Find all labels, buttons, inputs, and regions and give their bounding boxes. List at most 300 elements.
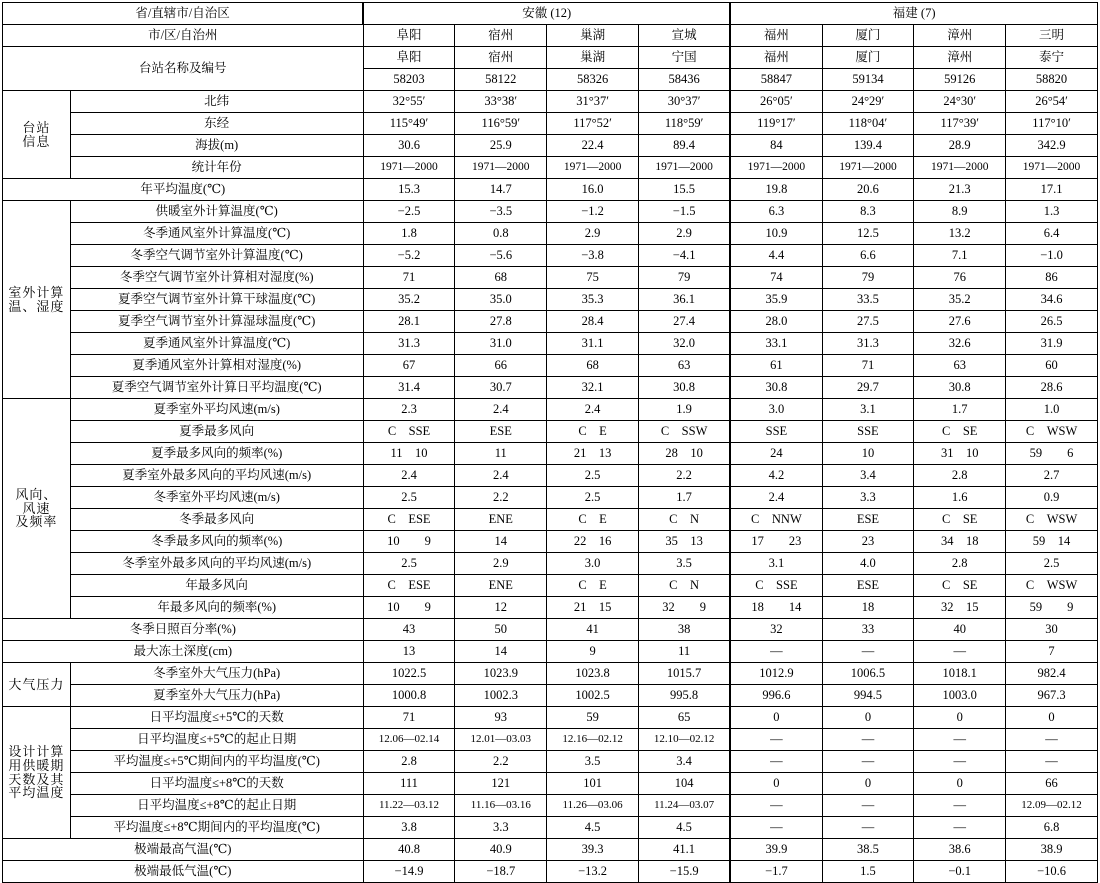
data-cell: 31.4	[363, 377, 455, 399]
station-code: 58203	[363, 69, 455, 91]
data-cell: 3.5	[638, 553, 730, 575]
data-cell: 14	[455, 641, 547, 663]
table-row	[3, 289, 1098, 311]
data-cell: C WSW	[1006, 421, 1098, 443]
data-cell: SSE	[730, 421, 822, 443]
data-cell: 28 10	[638, 443, 730, 465]
data-cell: 2.2	[455, 751, 547, 773]
table-row	[3, 311, 1098, 333]
data-cell: 10 9	[363, 597, 455, 619]
data-cell: 28.9	[914, 135, 1006, 157]
table-row	[3, 861, 1098, 883]
data-cell: 21 13	[547, 443, 639, 465]
data-cell: 30.7	[455, 377, 547, 399]
table-row	[3, 135, 1098, 157]
data-cell: 63	[914, 355, 1006, 377]
table-row	[3, 245, 1098, 267]
data-cell: 117°52′	[547, 113, 639, 135]
data-cell: —	[1006, 729, 1098, 751]
data-cell: 60	[1006, 355, 1098, 377]
header-row-city-label: 市/区/自治州	[3, 25, 364, 47]
data-cell: 50	[455, 619, 547, 641]
table-row	[3, 201, 1098, 223]
data-cell: 2.4	[455, 399, 547, 421]
data-cell: SSE	[822, 421, 914, 443]
data-cell: 3.3	[822, 487, 914, 509]
data-cell: 93	[455, 707, 547, 729]
data-cell: 65	[638, 707, 730, 729]
data-cell: 38	[638, 619, 730, 641]
data-cell: 76	[914, 267, 1006, 289]
data-cell: ENE	[455, 509, 547, 531]
data-cell: 9	[547, 641, 639, 663]
data-cell: —	[822, 751, 914, 773]
data-cell: 1015.7	[638, 663, 730, 685]
data-cell: 11.16—03.16	[455, 795, 547, 817]
row-label: 夏季通风室外计算温度(℃)	[70, 333, 363, 355]
table-row	[3, 487, 1098, 509]
data-cell: 342.9	[1006, 135, 1098, 157]
data-cell: 12.09—02.12	[1006, 795, 1098, 817]
data-cell: 39.3	[547, 839, 639, 861]
province-name: 福建 (7)	[730, 3, 1097, 25]
data-cell: 2.8	[914, 553, 1006, 575]
data-cell: −15.9	[638, 861, 730, 883]
row-label: 冬季空气调节室外计算相对湿度(%)	[70, 267, 363, 289]
table-row	[3, 663, 1098, 685]
data-cell: 994.5	[822, 685, 914, 707]
data-cell: 23	[822, 531, 914, 553]
data-cell: C E	[547, 509, 639, 531]
data-cell: 0	[822, 773, 914, 795]
station-code: 58436	[638, 69, 730, 91]
data-cell: 3.5	[547, 751, 639, 773]
data-cell: 101	[547, 773, 639, 795]
table-row	[3, 421, 1098, 443]
row-label: 日平均温度≤+8℃的起止日期	[70, 795, 363, 817]
header-row-city	[3, 25, 1098, 47]
data-cell: 21.3	[914, 179, 1006, 201]
table-row	[3, 751, 1098, 773]
data-cell: 3.4	[638, 751, 730, 773]
row-label: 极端最高气温(℃)	[3, 839, 364, 861]
station-code: 58326	[547, 69, 639, 91]
data-cell: −18.7	[455, 861, 547, 883]
table-row	[3, 553, 1098, 575]
data-cell: 10.9	[730, 223, 822, 245]
data-cell: 59 6	[1006, 443, 1098, 465]
data-cell: 1002.3	[455, 685, 547, 707]
station-name: 福州	[730, 47, 822, 69]
row-label: 冬季室外大气压力(hPa)	[70, 663, 363, 685]
station-name: 巢湖	[547, 47, 639, 69]
row-label: 夏季最多风向的频率(%)	[70, 443, 363, 465]
data-cell: 32.0	[638, 333, 730, 355]
data-cell: 111	[363, 773, 455, 795]
data-cell: C E	[547, 575, 639, 597]
station-code: 58847	[730, 69, 822, 91]
data-cell: 12.06—02.14	[363, 729, 455, 751]
row-label: 冬季空气调节室外计算温度(℃)	[70, 245, 363, 267]
data-cell: 31.0	[455, 333, 547, 355]
data-cell: —	[822, 729, 914, 751]
data-cell: 10 9	[363, 531, 455, 553]
data-cell: 1971—2000	[1006, 157, 1098, 179]
data-cell: 6.4	[1006, 223, 1098, 245]
data-cell: 982.4	[1006, 663, 1098, 685]
table-row	[3, 91, 1098, 113]
data-cell: 59 14	[1006, 531, 1098, 553]
data-cell: 3.1	[730, 553, 822, 575]
data-cell: —	[914, 729, 1006, 751]
data-cell: 1022.5	[363, 663, 455, 685]
data-cell: 40.9	[455, 839, 547, 861]
data-cell: C NNW	[730, 509, 822, 531]
data-cell: 13	[363, 641, 455, 663]
data-cell: 15.5	[638, 179, 730, 201]
data-cell: C ESE	[363, 575, 455, 597]
header-row-city-value: 宣城	[638, 25, 730, 47]
data-cell: 2.5	[547, 465, 639, 487]
data-cell: −13.2	[547, 861, 639, 883]
data-cell: 66	[455, 355, 547, 377]
data-cell: 3.3	[455, 817, 547, 839]
data-cell: 31.9	[1006, 333, 1098, 355]
data-cell: 11	[455, 443, 547, 465]
data-cell: 2.7	[1006, 465, 1098, 487]
table-row	[3, 179, 1098, 201]
table-row	[3, 619, 1098, 641]
data-cell: 30.6	[363, 135, 455, 157]
data-cell: 29.7	[822, 377, 914, 399]
data-cell: 0	[730, 773, 822, 795]
data-cell: 22 16	[547, 531, 639, 553]
data-cell: 119°17′	[730, 113, 822, 135]
data-cell: 995.8	[638, 685, 730, 707]
data-cell: —	[822, 817, 914, 839]
table-row	[3, 443, 1098, 465]
data-cell: C WSW	[1006, 575, 1098, 597]
table-row	[3, 377, 1098, 399]
data-cell: 0	[914, 707, 1006, 729]
data-cell: 79	[638, 267, 730, 289]
data-cell: 4.0	[822, 553, 914, 575]
data-cell: —	[730, 729, 822, 751]
data-cell: −3.5	[455, 201, 547, 223]
data-cell: 0	[914, 773, 1006, 795]
data-cell: 10	[822, 443, 914, 465]
data-cell: 1.8	[363, 223, 455, 245]
row-label: 年最多风向	[70, 575, 363, 597]
data-cell: 11.26—03.06	[547, 795, 639, 817]
row-label: 平均温度≤+8℃期间内的平均温度(℃)	[70, 817, 363, 839]
table-row	[3, 707, 1098, 729]
data-cell: −5.2	[363, 245, 455, 267]
row-label: 年最多风向的频率(%)	[70, 597, 363, 619]
row-label: 夏季最多风向	[70, 421, 363, 443]
province-row-label: 省/直辖市/自治区	[3, 3, 364, 25]
data-cell: 2.4	[363, 465, 455, 487]
table-row	[3, 509, 1098, 531]
data-cell: —	[914, 817, 1006, 839]
row-label: 日平均温度≤+5℃的起止日期	[70, 729, 363, 751]
data-cell: 32.6	[914, 333, 1006, 355]
data-cell: 13.2	[914, 223, 1006, 245]
data-cell: 38.6	[914, 839, 1006, 861]
data-cell: —	[822, 641, 914, 663]
data-cell: 84	[730, 135, 822, 157]
data-cell: 31.1	[547, 333, 639, 355]
data-cell: 32°55′	[363, 91, 455, 113]
row-label: 日平均温度≤+8℃的天数	[70, 773, 363, 795]
data-cell: 2.3	[363, 399, 455, 421]
data-cell: C E	[547, 421, 639, 443]
data-cell: —	[822, 795, 914, 817]
data-cell: 2.2	[455, 487, 547, 509]
data-cell: 0	[1006, 707, 1098, 729]
data-cell: 4.2	[730, 465, 822, 487]
data-cell: 35.0	[455, 289, 547, 311]
data-cell: C SE	[914, 421, 1006, 443]
data-cell: 20.6	[822, 179, 914, 201]
data-cell: —	[914, 751, 1006, 773]
data-cell: −1.2	[547, 201, 639, 223]
data-cell: −10.6	[1006, 861, 1098, 883]
data-cell: 31.3	[363, 333, 455, 355]
data-cell: 26°05′	[730, 91, 822, 113]
row-label: 统计年份	[70, 157, 363, 179]
data-cell: 7.1	[914, 245, 1006, 267]
row-label: 冬季最多风向	[70, 509, 363, 531]
row-label: 北纬	[70, 91, 363, 113]
data-cell: 104	[638, 773, 730, 795]
data-cell: 2.8	[363, 751, 455, 773]
data-cell: 21 15	[547, 597, 639, 619]
data-cell: C WSW	[1006, 509, 1098, 531]
data-cell: 27.4	[638, 311, 730, 333]
data-cell: 1000.8	[363, 685, 455, 707]
row-label: 冬季日照百分率(%)	[3, 619, 364, 641]
data-cell: 1.9	[638, 399, 730, 421]
data-cell: 75	[547, 267, 639, 289]
data-cell: 27.8	[455, 311, 547, 333]
row-label: 供暖室外计算温度(℃)	[70, 201, 363, 223]
data-cell: 19.8	[730, 179, 822, 201]
data-cell: 11.22—03.12	[363, 795, 455, 817]
row-label: 夏季室外大气压力(hPa)	[70, 685, 363, 707]
data-cell: 12.16—02.12	[547, 729, 639, 751]
data-cell: 38.5	[822, 839, 914, 861]
data-cell: 2.9	[455, 553, 547, 575]
data-cell: 3.0	[730, 399, 822, 421]
table-row	[3, 113, 1098, 135]
data-cell: 6.3	[730, 201, 822, 223]
data-cell: 36.1	[638, 289, 730, 311]
data-cell: C SE	[914, 509, 1006, 531]
data-cell: ESE	[822, 575, 914, 597]
data-cell: 17 23	[730, 531, 822, 553]
station-code: 59126	[914, 69, 1006, 91]
table-row	[3, 795, 1098, 817]
data-cell: 24°30′	[914, 91, 1006, 113]
header-row-city-value: 阜阳	[363, 25, 455, 47]
data-cell: 40.8	[363, 839, 455, 861]
data-cell: 30	[1006, 619, 1098, 641]
data-cell: C N	[638, 509, 730, 531]
data-cell: 1003.0	[914, 685, 1006, 707]
data-cell: 26°54′	[1006, 91, 1098, 113]
data-cell: 2.2	[638, 465, 730, 487]
data-cell: −2.5	[363, 201, 455, 223]
table-sheet	[0, 2, 1100, 878]
data-cell: 1971—2000	[638, 157, 730, 179]
data-cell: 32 9	[638, 597, 730, 619]
data-cell: 67	[363, 355, 455, 377]
data-cell: 6.8	[1006, 817, 1098, 839]
data-cell: −1.7	[730, 861, 822, 883]
data-cell: 1002.5	[547, 685, 639, 707]
data-cell: 1971—2000	[822, 157, 914, 179]
data-cell: 27.6	[914, 311, 1006, 333]
data-cell: 32.1	[547, 377, 639, 399]
data-cell: 996.6	[730, 685, 822, 707]
data-cell: 16.0	[547, 179, 639, 201]
data-cell: —	[914, 641, 1006, 663]
climate-data-table	[2, 2, 1098, 883]
row-label: 冬季通风室外计算温度(℃)	[70, 223, 363, 245]
data-cell: 32 15	[914, 597, 1006, 619]
data-cell: C SSE	[363, 421, 455, 443]
data-cell: 34 18	[914, 531, 1006, 553]
table-row	[3, 641, 1098, 663]
data-cell: 71	[363, 267, 455, 289]
data-cell: 11	[638, 641, 730, 663]
data-cell: 2.5	[547, 487, 639, 509]
table-row	[3, 685, 1098, 707]
data-cell: 32	[730, 619, 822, 641]
data-cell: 24	[730, 443, 822, 465]
data-cell: 15.3	[363, 179, 455, 201]
header-row-city-value: 漳州	[914, 25, 1006, 47]
data-cell: 74	[730, 267, 822, 289]
data-cell: 28.0	[730, 311, 822, 333]
data-cell: 8.9	[914, 201, 1006, 223]
row-label: 夏季通风室外计算相对湿度(%)	[70, 355, 363, 377]
data-cell: —	[1006, 751, 1098, 773]
header-row-city-value: 宿州	[455, 25, 547, 47]
data-cell: 12.10—02.12	[638, 729, 730, 751]
header-row-province	[3, 3, 1098, 25]
data-cell: 1012.9	[730, 663, 822, 685]
data-cell: 35.2	[914, 289, 1006, 311]
data-cell: —	[730, 795, 822, 817]
data-cell: 89.4	[638, 135, 730, 157]
data-cell: −5.6	[455, 245, 547, 267]
data-cell: 2.4	[547, 399, 639, 421]
data-cell: 116°59′	[455, 113, 547, 135]
data-cell: 4.4	[730, 245, 822, 267]
data-cell: 27.5	[822, 311, 914, 333]
data-cell: 41	[547, 619, 639, 641]
data-cell: 38.9	[1006, 839, 1098, 861]
data-cell: −0.1	[914, 861, 1006, 883]
data-cell: 33	[822, 619, 914, 641]
data-cell: 68	[547, 355, 639, 377]
data-cell: —	[730, 817, 822, 839]
data-cell: 25.9	[455, 135, 547, 157]
station-row-label: 台站名称及编号	[3, 47, 364, 91]
table-row	[3, 157, 1098, 179]
data-cell: 1971—2000	[914, 157, 1006, 179]
data-cell: 3.1	[822, 399, 914, 421]
table-row	[3, 355, 1098, 377]
station-code: 59134	[822, 69, 914, 91]
data-cell: 967.3	[1006, 685, 1098, 707]
data-cell: ESE	[455, 421, 547, 443]
data-cell: 71	[822, 355, 914, 377]
row-label: 极端最低气温(℃)	[3, 861, 364, 883]
row-label: 最大冻土深度(cm)	[3, 641, 364, 663]
table-row	[3, 399, 1098, 421]
data-cell: 2.9	[547, 223, 639, 245]
data-cell: 43	[363, 619, 455, 641]
data-cell: 1006.5	[822, 663, 914, 685]
data-cell: 33.5	[822, 289, 914, 311]
data-cell: ESE	[822, 509, 914, 531]
data-cell: 68	[455, 267, 547, 289]
data-cell: 121	[455, 773, 547, 795]
data-cell: C SSW	[638, 421, 730, 443]
data-cell: 11.24—03.07	[638, 795, 730, 817]
data-cell: C SSE	[730, 575, 822, 597]
data-cell: −4.1	[638, 245, 730, 267]
data-cell: 17.1	[1006, 179, 1098, 201]
row-label: 年平均温度(℃)	[3, 179, 364, 201]
data-cell: 0.9	[1006, 487, 1098, 509]
data-cell: −14.9	[363, 861, 455, 883]
data-cell: 7	[1006, 641, 1098, 663]
header-row-city-value: 巢湖	[547, 25, 639, 47]
data-cell: 86	[1006, 267, 1098, 289]
data-cell: 12.5	[822, 223, 914, 245]
station-name: 宁国	[638, 47, 730, 69]
data-cell: 0.8	[455, 223, 547, 245]
data-cell: 31°37′	[547, 91, 639, 113]
station-code: 58820	[1006, 69, 1098, 91]
data-cell: 63	[638, 355, 730, 377]
data-cell: 4.5	[638, 817, 730, 839]
data-cell: 1971—2000	[455, 157, 547, 179]
data-cell: 22.4	[547, 135, 639, 157]
row-label: 平均温度≤+5℃期间内的平均温度(℃)	[70, 751, 363, 773]
data-cell: C ESE	[363, 509, 455, 531]
data-cell: 26.5	[1006, 311, 1098, 333]
data-cell: 2.5	[363, 487, 455, 509]
data-cell: 2.4	[730, 487, 822, 509]
data-cell: 35.3	[547, 289, 639, 311]
data-cell: 117°39′	[914, 113, 1006, 135]
data-cell: 33.1	[730, 333, 822, 355]
data-cell: −1.0	[1006, 245, 1098, 267]
data-cell: 30.8	[914, 377, 1006, 399]
data-cell: 18 14	[730, 597, 822, 619]
data-cell: 30.8	[638, 377, 730, 399]
data-cell: 34.6	[1006, 289, 1098, 311]
table-row	[3, 729, 1098, 751]
data-cell: 1.6	[914, 487, 1006, 509]
data-cell: −3.8	[547, 245, 639, 267]
data-cell: 3.4	[822, 465, 914, 487]
